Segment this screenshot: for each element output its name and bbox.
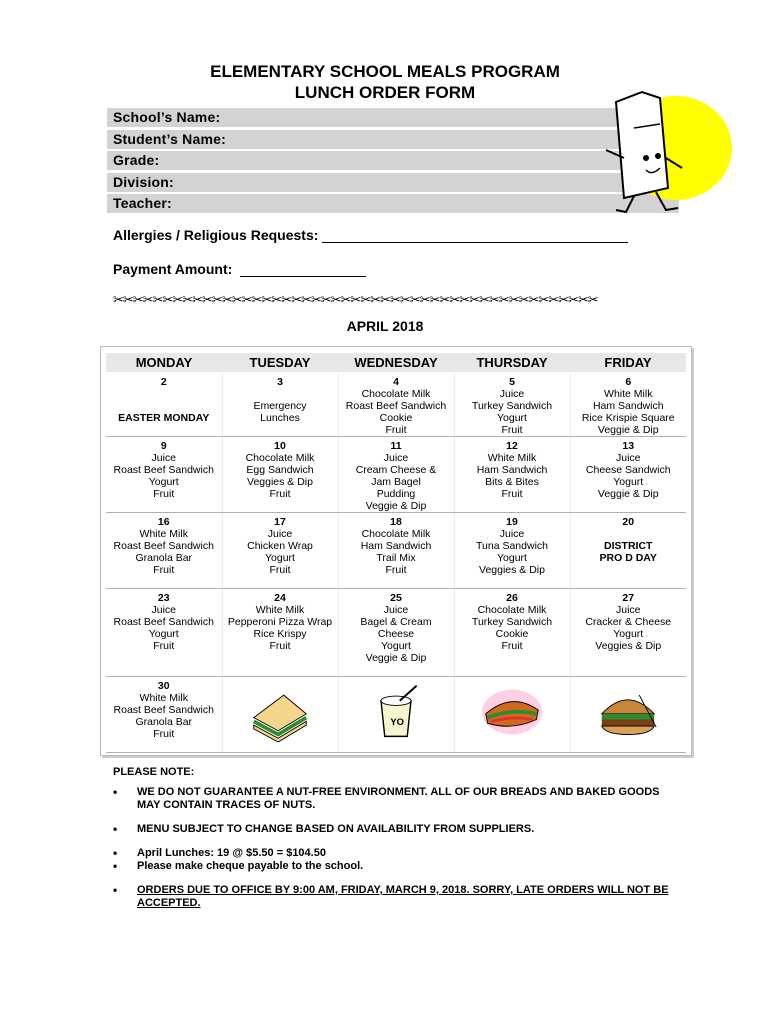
menu-item: Fruit	[269, 488, 291, 500]
note-cheque: • Please make cheque payable to the school.	[113, 860, 673, 873]
menu-item: Juice	[615, 604, 641, 616]
menu-item: Rice Krispy	[253, 628, 307, 640]
allergies-input-line[interactable]	[322, 228, 628, 243]
menu-item: Roast Beef Sandwich	[113, 464, 214, 476]
menu-item: Yogurt	[613, 476, 644, 488]
menu-item: Veggies & Dip	[247, 476, 313, 488]
menu-item: Granola Bar	[135, 716, 193, 728]
day-number: 6	[625, 376, 632, 388]
menu-item: DISTRICT	[604, 540, 653, 552]
menu-item: Veggies & Dip	[479, 564, 545, 576]
menu-item: Ham Sandwich	[592, 400, 664, 412]
calendar-day-cell	[570, 437, 686, 513]
students-name-field[interactable]: Student’s Name:	[107, 130, 679, 149]
menu-item: Veggie & Dip	[365, 652, 427, 664]
menu-item: Veggies & Dip	[595, 640, 662, 652]
sub-sandwich-clipart	[477, 682, 547, 742]
menu-item: Juice	[615, 452, 641, 464]
calendar-day-cell	[106, 373, 222, 437]
menu-item: EASTER MONDAY	[118, 412, 210, 424]
header-tuesday: TUESDAY	[222, 353, 338, 373]
day-number: 10	[274, 440, 286, 452]
menu-item: Bagel & Cream	[360, 616, 432, 628]
calendar-day-cell	[454, 677, 570, 753]
menu-item: Ham Sandwich	[360, 540, 432, 552]
menu-item: Granola Bar	[135, 552, 193, 564]
calendar-day-cell	[222, 437, 338, 513]
menu-item: Chocolate Milk	[361, 388, 431, 400]
menu-item: Cookie	[379, 412, 413, 424]
calendar-day-cell	[338, 373, 454, 437]
menu-item: PRO D DAY	[599, 552, 657, 564]
menu-item: Lunches	[260, 412, 300, 424]
day-number: 25	[390, 592, 402, 604]
calendar-day-cell	[570, 677, 686, 753]
calendar-day-cell	[570, 373, 686, 437]
calendar-header-row	[106, 353, 686, 373]
calendar-table	[106, 353, 686, 753]
menu-item: White Milk	[255, 604, 305, 616]
menu-item: Fruit	[501, 424, 523, 436]
calendar-day-cell	[338, 677, 454, 753]
day-number: 19	[506, 516, 518, 528]
menu-item: Chicken Wrap	[247, 540, 313, 552]
note-orders-due: • ORDERS DUE TO OFFICE BY 9:00 AM, FRIDAY, MARCH 9, 2018. SORRY, LATE ORDERS WILL NOT BE ACCEPTED.	[113, 884, 673, 910]
menu-item: Emergency	[253, 400, 307, 412]
menu-item: Juice	[151, 604, 176, 616]
menu-item: Trail Mix	[376, 552, 416, 564]
notes-header: PLEASE NOTE:	[113, 766, 195, 778]
menu-item: Jam Bagel	[371, 476, 421, 488]
yogurt-clipart	[361, 682, 431, 742]
calendar-day-cell	[454, 373, 570, 437]
calendar-day-cell	[222, 373, 338, 437]
teacher-field[interactable]: Teacher:	[107, 194, 679, 213]
notes-section	[113, 766, 673, 910]
menu-item: Fruit	[153, 640, 175, 652]
menu-item: Yogurt	[497, 552, 527, 564]
menu-item: Veggie & Dip	[597, 488, 659, 500]
menu-item: Roast Beef Sandwich	[113, 616, 214, 628]
menu-item: Cheese	[377, 628, 415, 640]
svg-text:YO: YO	[390, 717, 404, 728]
scissor-cut-line: ✂✂✂✂✂✂✂✂✂✂✂✂✂✂✂✂✂✂✂✂✂✂✂✂✂✂✂✂✂✂✂✂✂✂✂✂✂✂✂✂✂✂✂✂✂✂✂✂✂	[113, 292, 598, 307]
day-number: 23	[157, 592, 170, 604]
calendar-day-cell	[338, 513, 454, 589]
form-subtitle: LUNCH ORDER FORM	[294, 83, 476, 102]
menu-item: Fruit	[153, 728, 175, 740]
menu-item: Yogurt	[148, 476, 179, 488]
grade-field[interactable]: Grade:	[107, 151, 679, 170]
day-number: 18	[390, 516, 402, 528]
calendar-day-cell	[222, 589, 338, 677]
menu-item: Veggie & Dip	[597, 424, 659, 436]
menu-item: Pudding	[376, 488, 416, 500]
menu-item: Roast Beef Sandwich	[113, 704, 214, 716]
calendar-week-row	[106, 437, 686, 513]
menu-item	[572, 528, 686, 540]
calendar-week-row	[106, 589, 686, 677]
menu-item	[107, 388, 221, 400]
menu-item: White Milk	[604, 388, 653, 400]
menu-item: Fruit	[153, 564, 175, 576]
menu-item: Cream Cheese &	[355, 464, 437, 476]
menu-item: Fruit	[269, 640, 291, 652]
calendar-day-cell	[222, 677, 338, 753]
payment-label: Payment Amount:	[113, 261, 233, 277]
header-wednesday: WEDNESDAY	[338, 353, 454, 373]
menu-item: White Milk	[139, 692, 188, 704]
menu-item: Juice	[499, 528, 525, 540]
calendar-day-cell	[106, 589, 222, 677]
lunch-calendar	[100, 346, 692, 756]
payment-input-line[interactable]	[240, 262, 366, 277]
menu-item	[224, 388, 337, 400]
menu-item: Ham Sandwich	[476, 464, 548, 476]
menu-item: Roast Beef Sandwich	[113, 540, 214, 552]
menu-item: Yogurt	[497, 412, 527, 424]
form-title: ELEMENTARY SCHOOL MEALS PROGRAM	[210, 62, 560, 81]
menu-item: Turkey Sandwich	[471, 400, 553, 412]
day-number: 3	[277, 376, 283, 388]
burger-clipart	[593, 682, 663, 742]
note-menu-change: • MENU SUBJECT TO CHANGE BASED ON AVAILABILITY FROM SUPPLIERS.	[113, 823, 673, 836]
schools-name-field[interactable]: School’s Name:	[107, 108, 679, 127]
menu-item: Yogurt	[148, 628, 179, 640]
menu-item: Fruit	[501, 488, 523, 500]
calendar-week-row	[106, 373, 686, 437]
menu-item: Bits & Bites	[485, 476, 539, 488]
calendar-day-cell	[454, 437, 570, 513]
day-number: 27	[622, 592, 635, 604]
allergies-field[interactable]	[113, 227, 628, 243]
calendar-week-row	[106, 513, 686, 589]
lunch-bag-clipart	[594, 88, 734, 216]
menu-item: Fruit	[501, 640, 523, 652]
calendar-day-cell	[454, 589, 570, 677]
calendar-month: APRIL 2018	[346, 318, 424, 334]
day-number: 4	[393, 376, 399, 388]
calendar-day-cell	[106, 513, 222, 589]
menu-item: Cracker & Cheese	[585, 616, 672, 628]
day-number: 11	[390, 440, 402, 452]
menu-item: Juice	[267, 528, 293, 540]
note-nut-free: • WE DO NOT GUARANTEE A NUT-FREE ENVIRONMENT. ALL OF OUR BREADS AND BAKED GOODS MAY CONTAIN TRACES OF NUTS.	[113, 786, 673, 812]
calendar-day-cell	[338, 589, 454, 677]
menu-item: Juice	[383, 604, 409, 616]
menu-item: Juice	[151, 452, 176, 464]
menu-item: Fruit	[385, 424, 407, 436]
menu-item: Yogurt	[381, 640, 411, 652]
menu-item: Juice	[499, 388, 525, 400]
calendar-day-cell	[454, 513, 570, 589]
day-number: 26	[506, 592, 518, 604]
day-number: 20	[622, 516, 635, 528]
calendar-day-cell	[106, 437, 222, 513]
day-number: 16	[157, 516, 170, 528]
menu-item: Fruit	[269, 564, 291, 576]
menu-item: Chocolate Milk	[361, 528, 431, 540]
header-friday: FRIDAY	[570, 353, 686, 373]
day-number: 24	[274, 592, 286, 604]
menu-item	[107, 400, 221, 412]
day-number: 30	[157, 680, 170, 692]
calendar-day-cell	[570, 513, 686, 589]
payment-field[interactable]	[113, 261, 366, 277]
division-field[interactable]: Division:	[107, 173, 679, 192]
day-number: 13	[622, 440, 635, 452]
menu-item: Chocolate Milk	[477, 604, 547, 616]
header-thursday: THURSDAY	[454, 353, 570, 373]
calendar-day-cell	[106, 677, 222, 753]
menu-item: Fruit	[385, 564, 407, 576]
header-monday: MONDAY	[106, 353, 222, 373]
note-april-lunches: • April Lunches: 19 @ $5.50 = $104.50	[113, 847, 673, 860]
menu-item: Fruit	[153, 488, 175, 500]
calendar-week-row	[106, 677, 686, 753]
day-number: 5	[509, 376, 515, 388]
menu-item: Veggie & Dip	[365, 500, 427, 512]
menu-item: Chocolate Milk	[245, 452, 315, 464]
menu-item: Yogurt	[613, 628, 644, 640]
calendar-day-cell	[570, 589, 686, 677]
calendar-day-cell	[338, 437, 454, 513]
menu-item: Turkey Sandwich	[471, 616, 553, 628]
menu-item: Roast Beef Sandwich	[345, 400, 447, 412]
menu-item: Cheese Sandwich	[585, 464, 671, 476]
menu-item: Rice Krispie Square	[581, 412, 675, 424]
day-number: 2	[160, 376, 167, 388]
day-number: 9	[160, 440, 167, 452]
menu-item: Tuna Sandwich	[476, 540, 548, 552]
menu-item: Yogurt	[265, 552, 295, 564]
day-number: 12	[506, 440, 518, 452]
allergies-label: Allergies / Religious Requests:	[113, 227, 319, 243]
menu-item: Juice	[383, 452, 409, 464]
menu-item: Pepperoni Pizza Wrap	[227, 616, 333, 628]
sandwich-clipart	[245, 682, 315, 742]
menu-item: Egg Sandwich	[246, 464, 314, 476]
calendar-day-cell	[222, 513, 338, 589]
menu-item: White Milk	[139, 528, 188, 540]
day-number: 17	[274, 516, 286, 528]
menu-item: Cookie	[495, 628, 529, 640]
menu-item: White Milk	[487, 452, 537, 464]
